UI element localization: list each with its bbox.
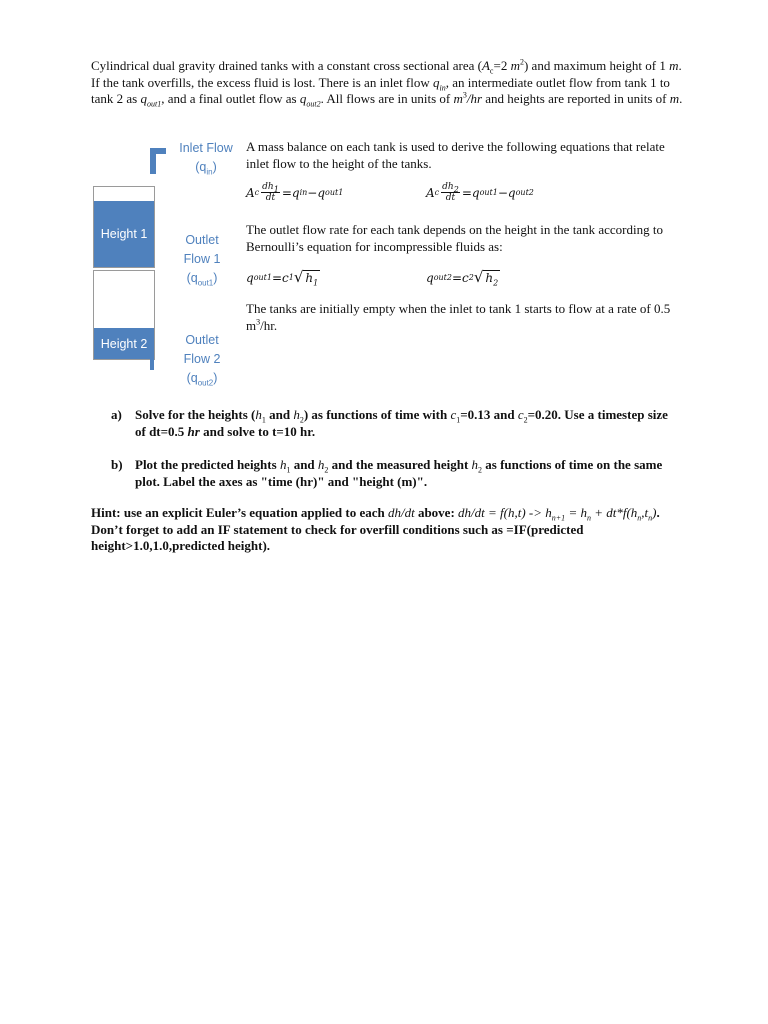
bernoulli-equation-2: q out2 = c 2 √ $h_2$: [426, 268, 499, 288]
tank-2: [93, 270, 155, 360]
bernoulli-equation-1: q out1 = c 1 √ $h_1$: [246, 268, 319, 288]
inlet-flow-label: Inlet Flow $(q_{in})$: [179, 141, 233, 177]
tank-diagram: [90, 138, 240, 388]
outlet-flow-2-label: Outlet Flow 2 $(q_{out2})$: [183, 333, 221, 388]
task-b: b) Plot the predicted heights $h_1$ and $h_2$ and the measured height $h_2$ as functions of time on the same plot. Label the axes as "time (hr)" and "height (m)".: [111, 457, 663, 489]
intro-paragraph: Cylindrical dual gravity drained tanks with a constant cross sectional area ($A_c=2$ $m^2$) and maximum height of 1 m. If the tank overfills, the excess fluid is lost. There is an inlet flow $q_{in}$, an intermediate outlet flow from tank 1 to tank 2 as $q_{out1}$, and a final outlet flow as $q_{out2}$. All flows are in units of $m^3/hr$ and heights are reported in units of m.: [91, 57, 683, 109]
mass-balance-paragraph: A mass balance on each tank is used to derive the following equations that relate inlet flow to the height of the tanks.: [246, 139, 665, 171]
hint-paragraph: Hint: use an explicit Euler’s equation applied to each dh/dt above: $dh/dt = f(h,t) -> h_{n+1} = h_n + dt*f(h_n,t_n)$. Don’t forget to add an IF statement to check for overfill conditions such as =IF(predicted height>1.0,1.0,predicted height).: [91, 505, 660, 553]
bernoulli-paragraph: The outlet flow rate for each tank depends on the height in the tank according to Bernoulli’s equation for incompressible fluids as:: [246, 222, 663, 254]
initial-condition-paragraph: The tanks are initially empty when the inlet to tank 1 starts to flow at a rate of 0.5 $m^3/hr$.: [246, 301, 671, 333]
outlet-pipe-2: [150, 358, 154, 370]
outlet-pipe-1: [150, 256, 154, 266]
tank-1-fill: Height 1: [94, 201, 154, 267]
tank-2-fill: Height 2: [94, 328, 154, 359]
mass-balance-equation-1: A c $\frac{dh_1}{dt}$ = q in − q out1: [246, 182, 344, 203]
task-a: a) Solve for the heights ($h_1$ and $h_2$) as functions of time with $c_1=0.13$ and $c_2=0.20$. Use a timestep size of dt=0.5 hr and solve to t=10 hr.: [111, 407, 668, 439]
mass-balance-equation-2: A c $\frac{dh_2}{dt}$ = q out1 − q out2: [426, 182, 534, 203]
outlet-flow-1-label: Outlet Flow 1 $(q_{out1})$: [183, 233, 221, 288]
tank-1: [93, 186, 155, 268]
inlet-pipe-horizontal: [150, 148, 166, 154]
